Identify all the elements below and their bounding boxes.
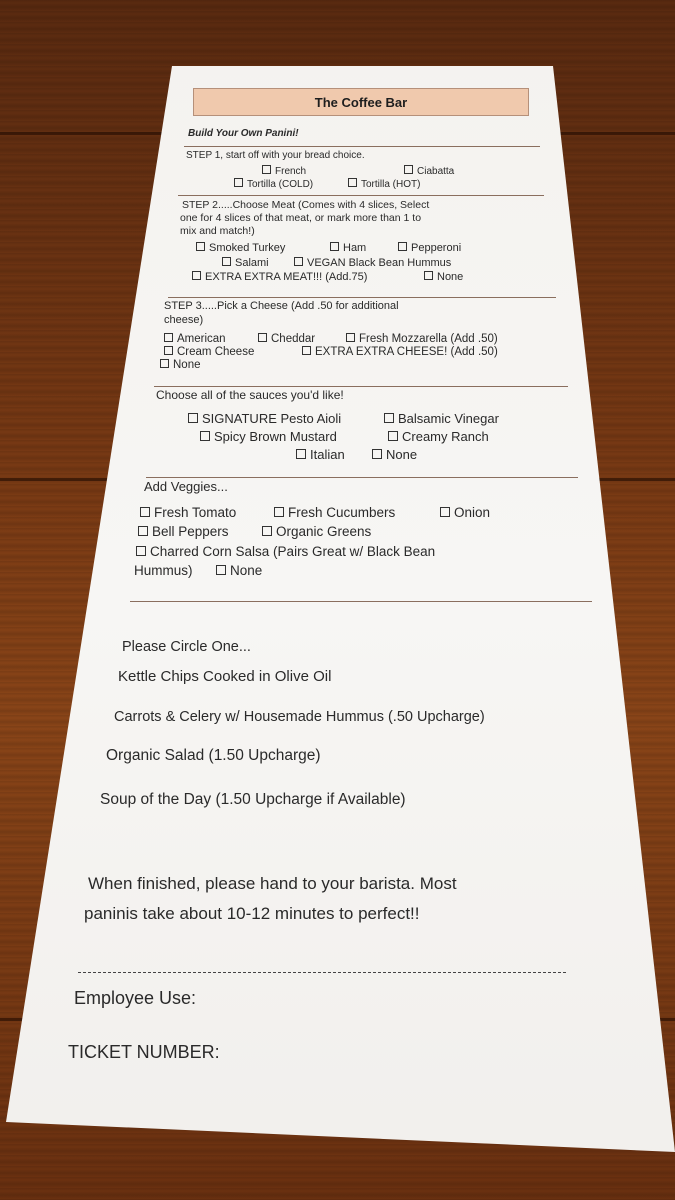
- finish-note-line2: paninis take about 10-12 minutes to perfect!!: [84, 904, 420, 923]
- option-tortilla-hot[interactable]: Tortilla (HOT): [348, 178, 420, 190]
- option-organic-greens[interactable]: Organic Greens: [262, 524, 371, 539]
- divider: [146, 477, 578, 478]
- step2-heading-line3: mix and match!): [180, 225, 255, 237]
- employee-use-label: Employee Use:: [74, 988, 197, 1008]
- option-meat-none[interactable]: None: [424, 271, 463, 283]
- step1-heading: STEP 1, start off with your bread choice.: [186, 150, 365, 161]
- checkbox[interactable]: [388, 431, 398, 441]
- cut-line: [78, 972, 566, 973]
- option-cheddar[interactable]: Cheddar: [258, 333, 315, 345]
- checkbox[interactable]: [262, 526, 272, 536]
- option-balsamic[interactable]: Balsamic Vinegar: [384, 411, 499, 426]
- step2-heading-line2: one for 4 slices of that meat, or mark more than 1 to: [180, 212, 422, 224]
- checkbox[interactable]: [258, 333, 267, 342]
- option-french[interactable]: French: [262, 165, 306, 177]
- checkbox[interactable]: [424, 271, 433, 280]
- checkbox[interactable]: [234, 178, 243, 187]
- checkbox[interactable]: [140, 507, 150, 517]
- option-ciabatta[interactable]: Ciabatta: [404, 165, 454, 177]
- sauces-heading: Choose all of the sauces you'd like!: [156, 388, 344, 402]
- checkbox[interactable]: [346, 333, 355, 342]
- checkbox[interactable]: [160, 359, 169, 368]
- checkbox[interactable]: [372, 449, 382, 459]
- option-sauce-none[interactable]: None: [372, 447, 417, 462]
- checkbox[interactable]: [262, 165, 271, 174]
- option-veggie-none[interactable]: None: [216, 563, 262, 578]
- option-vegan-hummus[interactable]: VEGAN Black Bean Hummus: [294, 257, 451, 269]
- checkbox[interactable]: [398, 242, 407, 251]
- option-fresh-tomato[interactable]: Fresh Tomato: [140, 505, 236, 520]
- option-smoked-turkey[interactable]: Smoked Turkey: [196, 242, 285, 254]
- option-tortilla-cold[interactable]: Tortilla (COLD): [234, 178, 313, 190]
- option-american[interactable]: American: [164, 333, 226, 345]
- checkbox[interactable]: [330, 242, 339, 251]
- checkbox[interactable]: [164, 346, 173, 355]
- title-banner: [193, 88, 529, 116]
- side-kettle-chips[interactable]: Kettle Chips Cooked in Olive Oil: [118, 668, 332, 685]
- option-pesto-aioli[interactable]: SIGNATURE Pesto Aioli: [188, 411, 341, 426]
- checkbox[interactable]: [188, 413, 198, 423]
- option-brown-mustard[interactable]: Spicy Brown Mustard: [200, 429, 337, 444]
- side-carrots-celery[interactable]: Carrots & Celery w/ Housemade Hummus (.50 Upcharge): [114, 709, 485, 725]
- option-cream-cheese[interactable]: Cream Cheese: [164, 346, 254, 358]
- option-creamy-ranch[interactable]: Creamy Ranch: [388, 429, 489, 444]
- option-italian[interactable]: Italian: [296, 447, 345, 462]
- checkbox[interactable]: [384, 413, 394, 423]
- checkbox[interactable]: [192, 271, 201, 280]
- checkbox[interactable]: [138, 526, 148, 536]
- option-cheese-none[interactable]: None: [160, 359, 201, 371]
- checkbox[interactable]: [222, 257, 231, 266]
- checkbox[interactable]: [274, 507, 284, 517]
- option-corn-salsa-cont: Hummus): [134, 563, 193, 578]
- divider: [154, 386, 568, 387]
- veggies-heading: Add Veggies...: [144, 479, 228, 494]
- step3-heading-line2: cheese): [164, 314, 204, 326]
- checkbox[interactable]: [296, 449, 306, 459]
- side-soup-of-day[interactable]: Soup of the Day (1.50 Upcharge if Available): [100, 791, 406, 808]
- divider: [168, 297, 556, 298]
- checkbox[interactable]: [164, 333, 173, 342]
- side-organic-salad[interactable]: Organic Salad (1.50 Upcharge): [106, 747, 321, 764]
- checkbox[interactable]: [136, 546, 146, 556]
- finish-note-line1: When finished, please hand to your barista. Most: [88, 874, 457, 893]
- divider: [178, 195, 544, 196]
- ticket-number-label: TICKET NUMBER:: [68, 1042, 220, 1062]
- checkbox[interactable]: [302, 346, 311, 355]
- option-bell-peppers[interactable]: Bell Peppers: [138, 524, 229, 539]
- option-pepperoni[interactable]: Pepperoni: [398, 242, 461, 254]
- option-extra-cheese[interactable]: EXTRA EXTRA CHEESE! (Add .50): [302, 346, 498, 358]
- checkbox[interactable]: [200, 431, 210, 441]
- form-subtitle: Build Your Own Panini!: [188, 128, 299, 139]
- option-salami[interactable]: Salami: [222, 257, 269, 269]
- sides-heading: Please Circle One...: [122, 639, 251, 655]
- option-mozzarella[interactable]: Fresh Mozzarella (Add .50): [346, 333, 498, 345]
- divider: [130, 601, 592, 602]
- checkbox[interactable]: [216, 565, 226, 575]
- checkbox[interactable]: [348, 178, 357, 187]
- option-fresh-cucumbers[interactable]: Fresh Cucumbers: [274, 505, 395, 520]
- option-corn-salsa[interactable]: Charred Corn Salsa (Pairs Great w/ Black Bean: [136, 544, 435, 559]
- checkbox[interactable]: [294, 257, 303, 266]
- checkbox[interactable]: [440, 507, 450, 517]
- checkbox[interactable]: [404, 165, 413, 174]
- step3-heading-line1: STEP 3.....Pick a Cheese (Add .50 for additional: [164, 300, 399, 312]
- option-extra-meat[interactable]: EXTRA EXTRA MEAT!!! (Add.75): [192, 271, 367, 283]
- divider: [184, 146, 540, 147]
- option-onion[interactable]: Onion: [440, 505, 490, 520]
- option-ham[interactable]: Ham: [330, 242, 366, 254]
- page-title: The Coffee Bar: [314, 94, 408, 110]
- checkbox[interactable]: [196, 242, 205, 251]
- step2-heading-line1: STEP 2.....Choose Meat (Comes with 4 slices, Select: [182, 199, 430, 211]
